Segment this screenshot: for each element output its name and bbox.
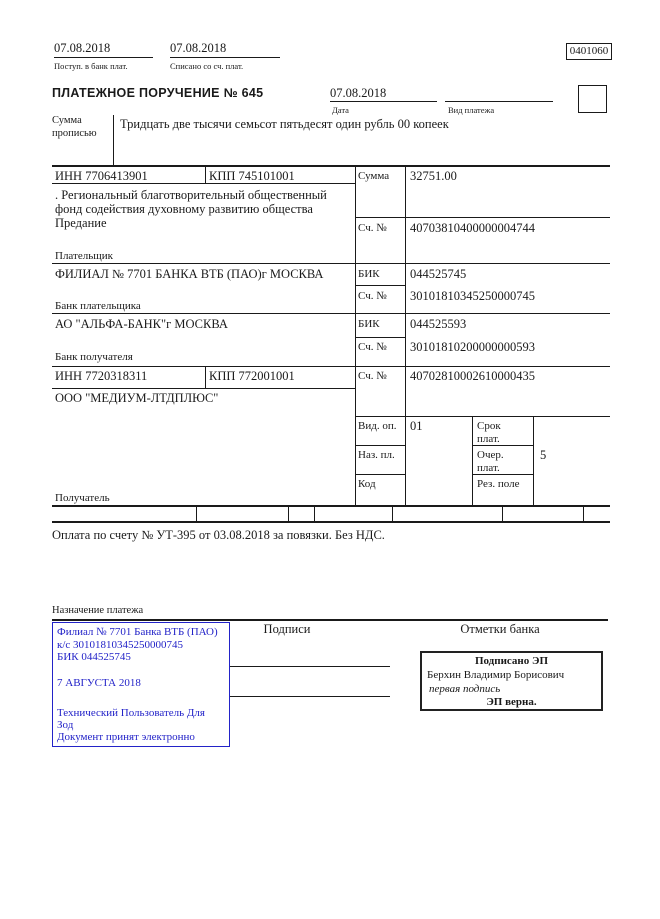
payee-bank-bik-value: 044525593 [410, 317, 467, 331]
payer-name-line: . Региональный благотворительный общественный [55, 188, 327, 202]
cell-divider [113, 115, 114, 166]
signatures-label: Подписи [263, 622, 311, 636]
underline [54, 57, 153, 58]
op-type-label: Вид. оп. [358, 420, 397, 432]
amount-words-label: Сумма [52, 115, 82, 126]
stamp-line: 7 АВГУСТА 2018 [57, 677, 141, 689]
sum-value: 32751.00 [410, 169, 457, 183]
reserve-field-label: Рез. поле [477, 478, 520, 490]
received-in-bank-date: 07.08.2018 [54, 41, 111, 55]
table-rule [355, 474, 405, 475]
document-title: ПЛАТЕЖНОЕ ПОРУЧЕНИЕ № 645 [52, 86, 264, 100]
payee-bank-section-label: Банк получателя [55, 351, 133, 363]
field-cell-divider [288, 507, 289, 521]
ep-verified-text: ЭП верна. [486, 696, 537, 708]
table-rule [52, 505, 610, 507]
stamp-line: Зод [57, 719, 74, 731]
payee-inn: ИНН 7720318311 [55, 369, 148, 383]
table-rule [52, 263, 610, 264]
stamp-line: к/с 30101810345250000745 [57, 639, 184, 651]
table-rule [52, 619, 608, 621]
signature-line [230, 666, 390, 667]
table-rule [472, 445, 533, 446]
signature-kind: первая подпись [429, 683, 501, 695]
document-date: 07.08.2018 [330, 86, 387, 100]
table-rule [52, 313, 610, 314]
payer-inn: ИНН 7706413901 [55, 169, 148, 183]
cell-divider [472, 416, 473, 506]
payer-account-label: Сч. № [358, 222, 387, 234]
stamp-line: Филиал № 7701 Банка ВТБ (ПАО) [57, 626, 218, 638]
payer-bank-bik-value: 044525745 [410, 267, 467, 281]
debited-from-account-date: 07.08.2018 [170, 41, 227, 55]
signature-line [230, 696, 390, 697]
debited-from-account-label: Списано со сч. плат. [170, 61, 244, 71]
table-rule [355, 416, 610, 417]
field-cell-divider [583, 507, 584, 521]
payer-name-line: Предание [55, 216, 107, 230]
table-rule [52, 165, 610, 167]
table-rule [355, 337, 405, 338]
payment-purpose-text: Оплата по счету № УТ-395 от 03.08.2018 за повязки. Без НДС. [52, 528, 385, 542]
payer-section-label: Плательщик [55, 250, 113, 262]
cell-divider [205, 166, 206, 183]
form-code-box: 0401060 [566, 43, 612, 60]
underline [445, 101, 553, 102]
purpose-code-label: Наз. пл. [358, 449, 395, 461]
underline [170, 57, 280, 58]
payee-name: ООО "МЕДИУМ-ЛТДПЛЮС" [55, 391, 219, 405]
payee-bank-name: АО "АЛЬФА-БАНК"г МОСКВА [55, 317, 228, 331]
payer-account-value: 40703810400000004744 [410, 221, 535, 235]
cell-divider [205, 366, 206, 388]
amount-words-label: прописью [52, 128, 97, 139]
payee-bank-account-value: 30101810200000000593 [410, 340, 535, 354]
table-rule [52, 388, 355, 389]
payee-account-label: Сч. № [358, 370, 387, 382]
signer-name: Берхин Владимир Борисович [427, 669, 565, 681]
table-rule [52, 366, 610, 367]
stamp-line: Технический Пользователь Для [57, 707, 205, 719]
table-rule [355, 445, 405, 446]
priority-label: плат. [477, 462, 500, 474]
table-rule [52, 521, 610, 523]
payer-bank-section-label: Банк плательщика [55, 300, 141, 312]
sum-label: Сумма [358, 170, 390, 182]
field-cell-divider [314, 507, 315, 521]
payee-section-label: Получатель [55, 492, 110, 504]
table-rule [52, 183, 355, 184]
cell-divider [533, 416, 534, 506]
payee-bank-bik-label: БИК [358, 318, 380, 330]
pay-term-label: плат. [477, 433, 500, 445]
payer-name-line: фонд содействия духовному развитию общества [55, 202, 313, 216]
table-rule [472, 474, 533, 475]
payer-bank-account-label: Сч. № [358, 290, 387, 302]
payee-account-value: 40702810002610000435 [410, 369, 535, 383]
underline [330, 101, 437, 102]
pay-term-label: Срок [477, 420, 501, 432]
bank-marks-label: Отметки банка [460, 622, 540, 636]
code-label: Код [358, 478, 376, 490]
table-rule [355, 217, 610, 218]
payment-purpose-label: Назначение платежа [52, 605, 144, 616]
stamp-line: Документ принят электронно [57, 731, 195, 743]
priority-label: Очер. [477, 449, 504, 461]
date-label: Дата [332, 105, 349, 115]
received-in-bank-label: Поступ. в банк плат. [54, 61, 128, 71]
field-cell-divider [392, 507, 393, 521]
field-cell-divider [196, 507, 197, 521]
payment-type-box [578, 85, 607, 113]
payment-type-label: Вид платежа [448, 105, 495, 115]
payer-bank-bik-label: БИК [358, 268, 380, 280]
amount-in-words: Тридцать две тысячи семьсот пятьдесят один рубль 00 копеек [120, 117, 449, 131]
table-rule [355, 285, 405, 286]
payee-kpp: КПП 772001001 [209, 369, 295, 383]
payer-bank-account-value: 30101810345250000745 [410, 289, 535, 303]
payer-bank-name: ФИЛИАЛ № 7701 БАНКА ВТБ (ПАО)г МОСКВА [55, 267, 324, 281]
stamp-line: БИК 044525745 [57, 651, 131, 663]
priority-value: 5 [540, 448, 547, 462]
payee-bank-account-label: Сч. № [358, 341, 387, 353]
signed-ep-title: Подписано ЭП [474, 655, 549, 667]
field-cell-divider [502, 507, 503, 521]
payer-kpp: КПП 745101001 [209, 169, 295, 183]
op-type-value: 01 [410, 419, 423, 433]
